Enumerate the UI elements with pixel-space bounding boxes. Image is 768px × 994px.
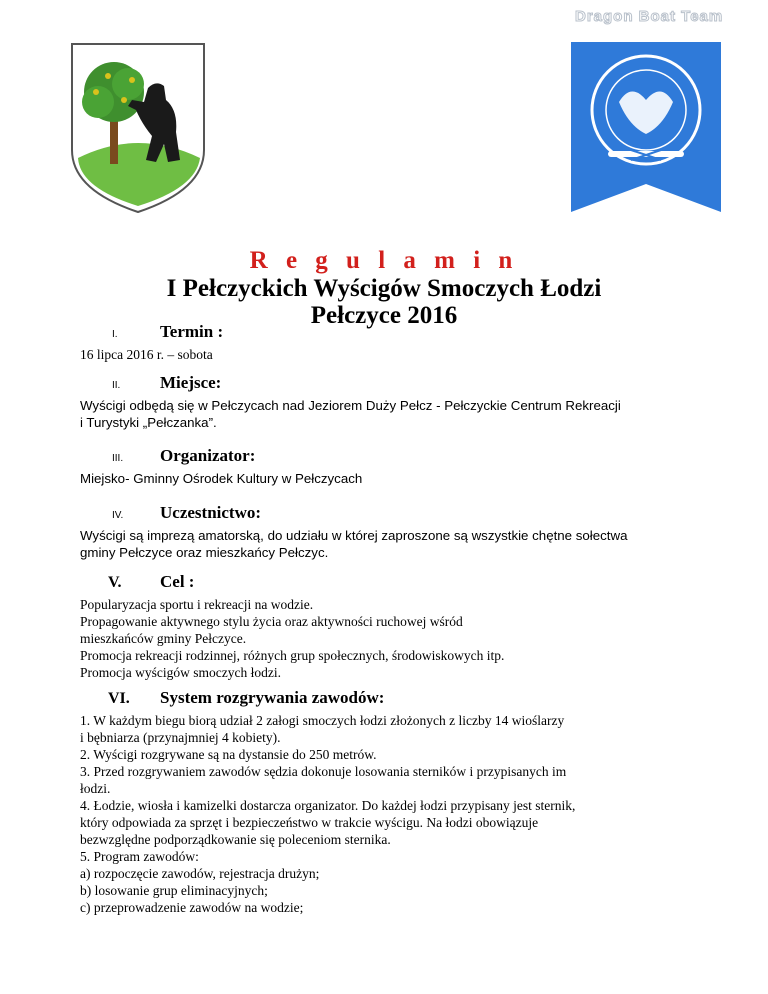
- document-title: R e g u l a m i n: [249, 247, 519, 274]
- section-uczestnictwo: [80, 503, 700, 561]
- section-line: Propagowanie aktywnego stylu życia oraz aktywności ruchowej wśród: [80, 614, 463, 629]
- section-line: Promocja wyścigów smoczych łodzi.: [80, 665, 281, 680]
- section-number: I.: [112, 329, 118, 340]
- club-badge-logo: [571, 42, 721, 212]
- section-termin: [80, 322, 700, 363]
- section-number: VI.: [108, 690, 130, 707]
- section-line: 3. Przed rozgrywaniem zawodów sędzia dokonuje losowania sterników i przypisanych im: [80, 764, 567, 779]
- section-line: który odpowiada za sprzęt i bezpieczeństwo w trakcie wyścigu. Na łodzi obowiązuje: [80, 815, 539, 830]
- section-line: Wyścigi odbędą się w Pełczycach nad Jeziorem Duży Pełcz - Pełczyckie Centrum Rekreacji: [80, 398, 621, 413]
- section-heading: Organizator:: [160, 446, 256, 465]
- section-system: [80, 688, 700, 916]
- document-subtitle-year: Pełczyce 2016: [310, 302, 458, 329]
- section-line: 4. Łodzie, wiosła i kamizelki dostarcza organizator. Do każdej łodzi przypisany jest sternik,: [80, 798, 576, 813]
- section-line: 5. Program zawodów:: [80, 849, 199, 864]
- club-header-text: Dragon Boat Team: [575, 8, 724, 25]
- section-line: bezwzględne podporządkowanie się poleceniom sternika.: [80, 832, 391, 847]
- document-subtitle: I Pełczyckich Wyścigów Smoczych Łodzi: [166, 275, 602, 302]
- section-line: Promocja rekreacji rodzinnej, różnych grup społecznych, środowiskowych itp.: [80, 648, 505, 663]
- section-line: b) losowanie grup eliminacyjnych;: [80, 883, 268, 898]
- section-line: Popularyzacja sportu i rekreacji na wodzie.: [80, 597, 314, 612]
- section-heading: System rozgrywania zawodów:: [160, 688, 385, 707]
- section-miejsce: [80, 373, 700, 431]
- section-cel: [80, 572, 700, 681]
- section-line: Miejsko- Gminny Ośrodek Kultury w Pełczycach: [80, 471, 363, 486]
- section-heading: Termin :: [160, 322, 224, 341]
- section-organizator: [80, 446, 700, 487]
- section-line: 1. W każdym biegu biorą udział 2 załogi smoczych łodzi złożonych z liczby 14 wioślarzy: [80, 713, 565, 728]
- section-heading: Uczestnictwo:: [160, 503, 262, 522]
- section-number: IV.: [112, 510, 124, 521]
- section-line: gminy Pełczyce oraz mieszkańcy Pełczyc.: [80, 545, 329, 560]
- section-line: a) rozpoczęcie zawodów, rejestracja drużyn;: [80, 866, 320, 881]
- section-line: 16 lipca 2016 r. – sobota: [80, 347, 213, 362]
- section-line: mieszkańców gminy Pełczyce.: [80, 631, 247, 646]
- section-line: łodzi.: [80, 781, 111, 796]
- section-line: Wyścigi są imprezą amatorską, do udziału w której zaproszone są wszystkie chętne sołectwa: [80, 528, 628, 543]
- section-heading: Miejsce:: [160, 373, 222, 392]
- section-number: II.: [112, 380, 121, 391]
- section-number: V.: [108, 574, 122, 591]
- section-line: c) przeprowadzenie zawodów na wodzie;: [80, 900, 304, 915]
- section-line: 2. Wyścigi rozgrywane są na dystansie do 250 metrów.: [80, 747, 377, 762]
- section-heading: Cel :: [160, 572, 195, 591]
- coat-of-arms-logo: [68, 40, 208, 216]
- section-line: i Turystyki „Pełczanka”.: [80, 415, 217, 430]
- section-line: i bębniarza (przynajmniej 4 kobiety).: [80, 730, 281, 745]
- section-number: III.: [112, 453, 124, 464]
